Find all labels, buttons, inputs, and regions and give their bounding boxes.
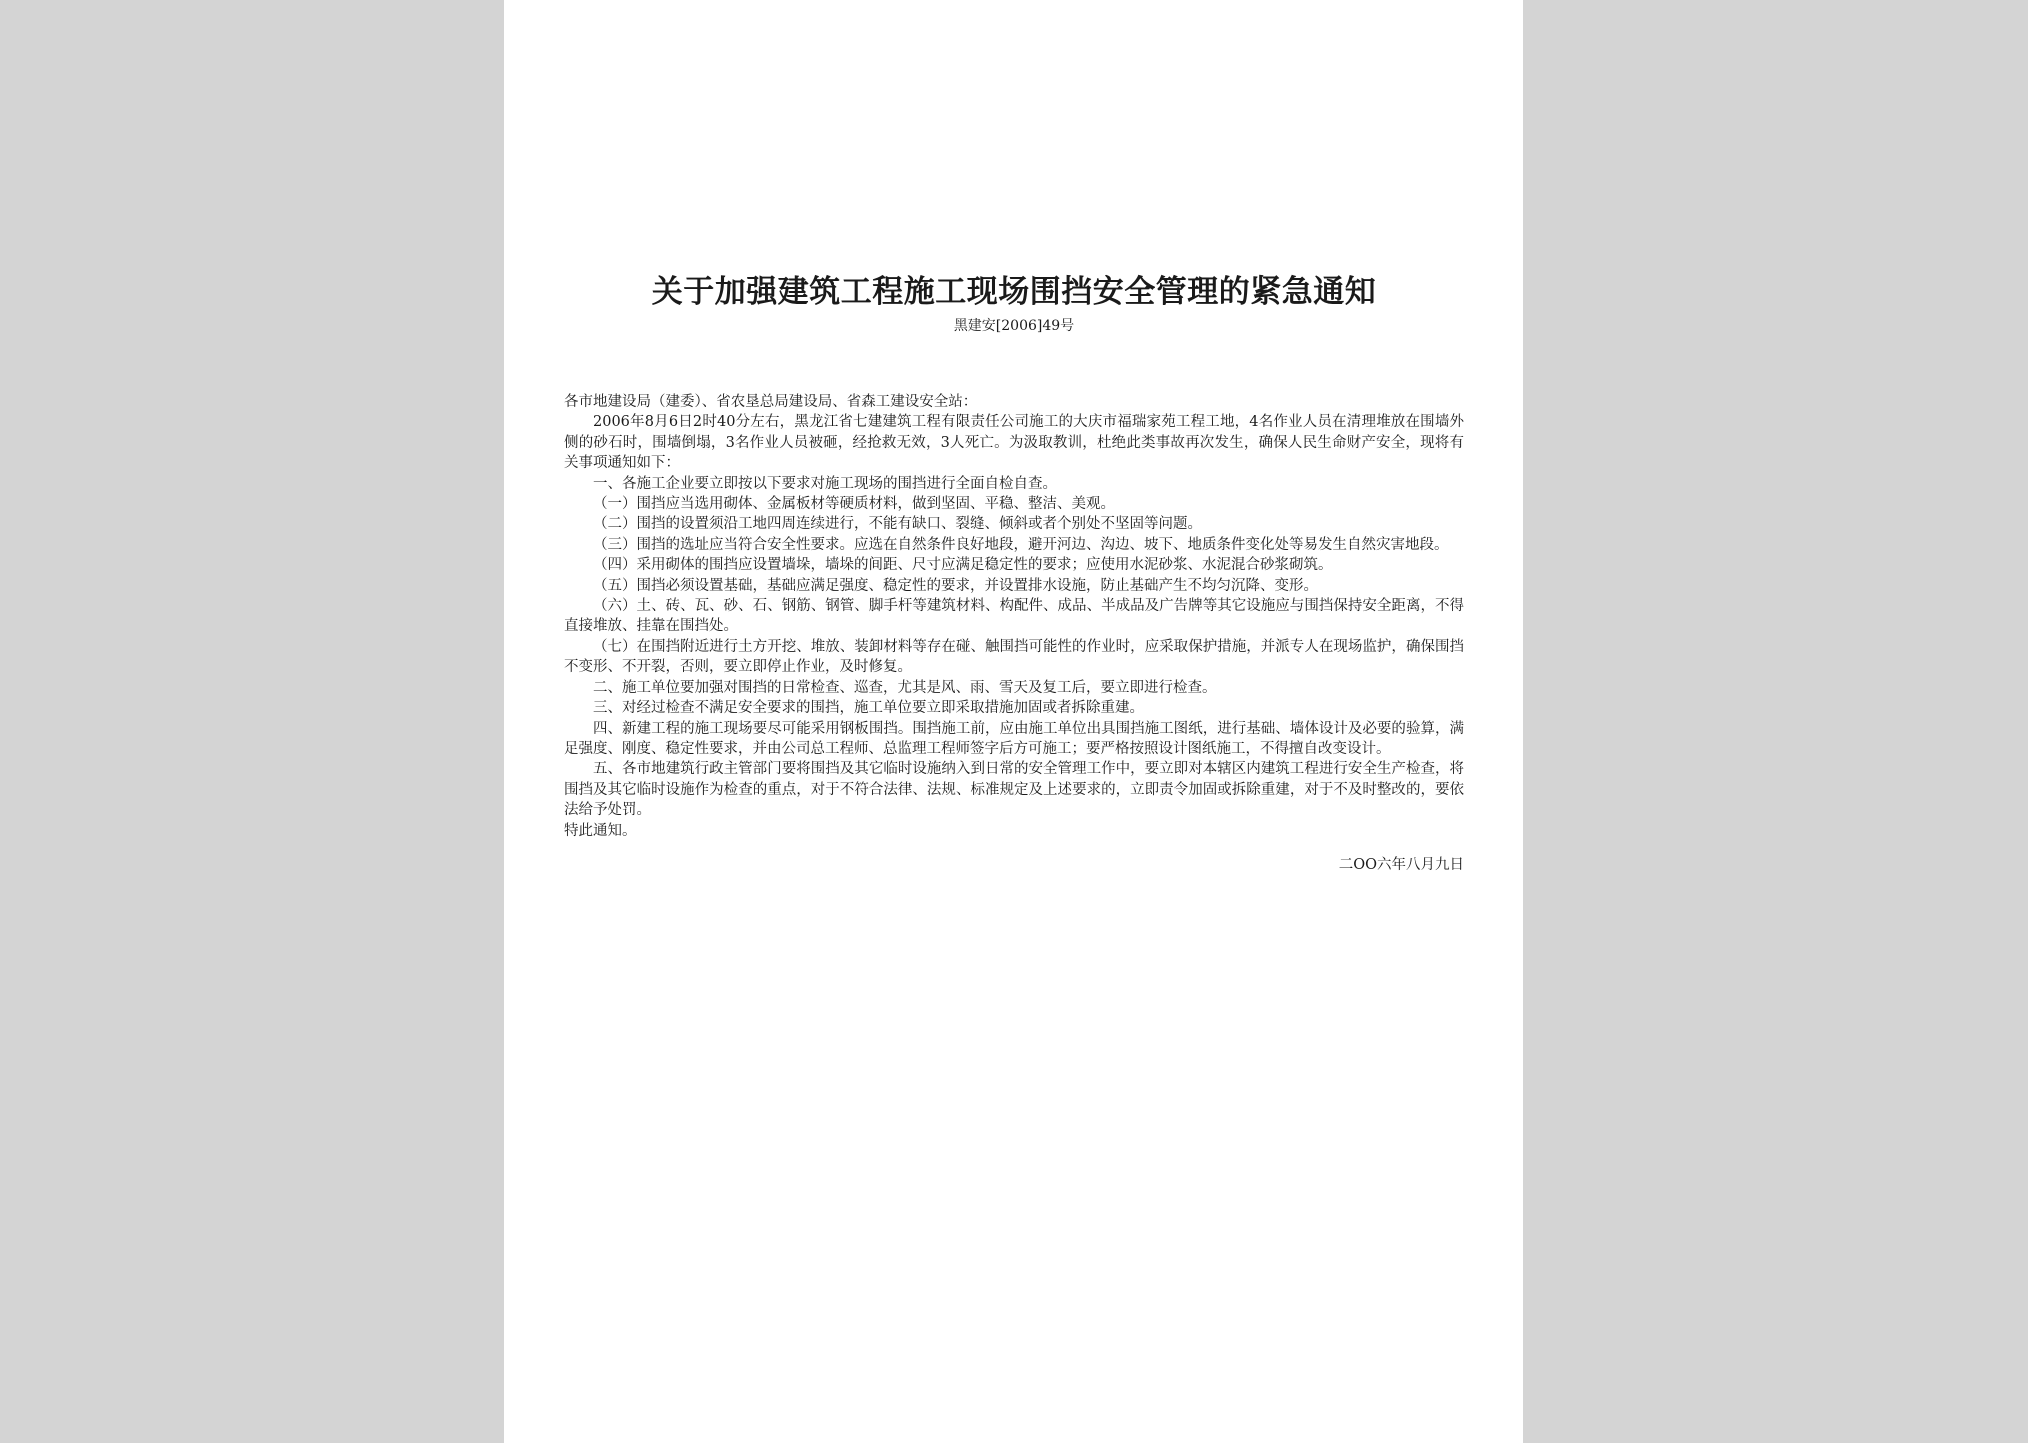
closing-line: 特此通知。 — [564, 822, 637, 839]
paragraph: 五、各市地建筑行政主管部门要将围挡及其它临时设施纳入到日常的安全管理工作中，要立即对本辖区内建筑工程进行安全生产检查，将围挡及其它临时设施作为检查的重点，对于不符合法律、法规、标准规定及上述要求的，立即责令加固或拆除重建，对于不及时整改的，要依法给予处罚。 — [564, 761, 1464, 819]
document-date: 二OO六年八月九日 — [1338, 856, 1464, 873]
paragraph: （二）围挡的设置须沿工地四周连续进行，不能有缺口、裂缝、倾斜或者个别处不坚固等问题。 — [593, 516, 1202, 533]
salutation: 各市地建设局（建委）、省农垦总局建设局、省森工建设安全站： — [564, 394, 978, 410]
paragraph: 一、各施工企业要立即按以下要求对施工现场的围挡进行全面自检自查。 — [593, 475, 1057, 492]
paragraph: （四）采用砌体的围挡应设置墙垛，墙垛的间距、尺寸应满足稳定性的要求；应使用水泥砂浆、水泥混合砂浆砌筑。 — [593, 557, 1333, 574]
document-number: 黑建安[2006]49号 — [953, 318, 1075, 334]
paragraph: 二、施工单位要加强对围挡的日常检查、巡查，尤其是风、雨、雪天及复工后，要立即进行检查。 — [593, 679, 1217, 696]
paragraph: 三、对经过检查不满足安全要求的围挡，施工单位要立即采取措施加固或者拆除重建。 — [593, 700, 1144, 717]
paragraph: （五）围挡必须设置基础，基础应满足强度、稳定性的要求，并设置排水设施，防止基础产生不均匀沉降、变形。 — [593, 577, 1318, 594]
document-page — [504, 0, 1523, 1443]
document-title: 关于加强建筑工程施工现场围挡安全管理的紧急通知 — [651, 274, 1377, 310]
paragraph: （七）在围挡附近进行土方开挖、堆放、装卸材料等存在碰、触围挡可能性的作业时，应采取保护措施，并派专人在现场监护，确保围挡不变形、不开裂，否则，要立即停止作业，及时修复。 — [564, 638, 1464, 676]
paragraph: （一）围挡应当选用砌体、金属板材等硬质材料，做到坚固、平稳、整洁、美观。 — [593, 496, 1115, 513]
paragraph: 2006年8月6日2时40分左右，黑龙江省七建建筑工程有限责任公司施工的大庆市福瑞家苑工程工地，4名作业人员在清理堆放在围墙外侧的砂石时，围墙倒塌，3名作业人员被砸，经抢救无效，3人死亡。为汲取教训，杜绝此类事故再次发生，确保人民生命财产安全，现将有关事项通知如下： — [564, 414, 1464, 472]
paragraph: （三）围挡的选址应当符合安全性要求。应选在自然条件良好地段，避开河边、沟边、坡下、地质条件变化处等易发生自然灾害地段。 — [593, 536, 1449, 553]
document-body — [564, 392, 1464, 875]
paragraph: 四、新建工程的施工现场要尽可能采用钢板围挡。围挡施工前，应由施工单位出具围挡施工图纸，进行基础、墙体设计及必要的验算，满足强度、刚度、稳定性要求，并由公司总工程师、总监理工程师签字后方可施工；要严格按照设计图纸施工，不得擅自改变设计。 — [564, 720, 1464, 757]
paragraph: （六）土、砖、瓦、砂、石、钢筋、钢管、脚手杆等建筑材料、构配件、成品、半成品及广告牌等其它设施应与围挡保持安全距离，不得直接堆放、挂靠在围挡处。 — [564, 598, 1464, 635]
document-content — [564, 268, 1464, 875]
